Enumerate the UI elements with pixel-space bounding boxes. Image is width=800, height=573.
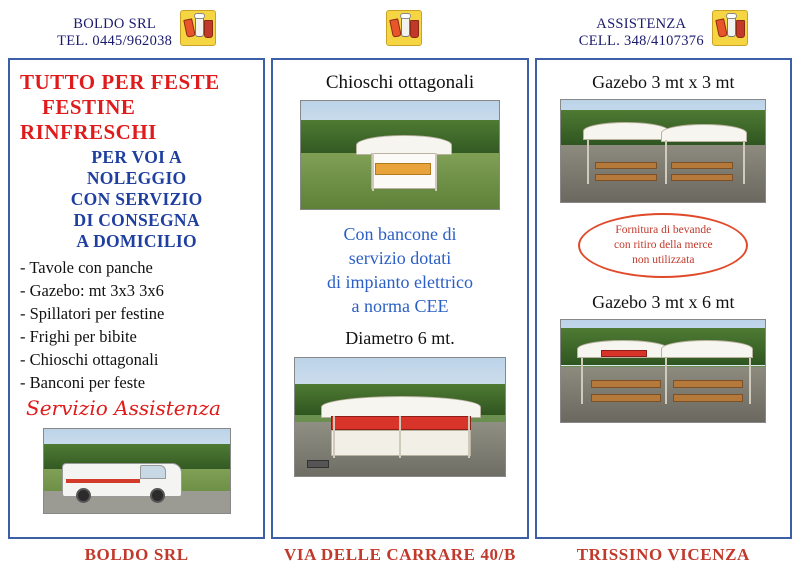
subheadline-line-5: A DOMICILIO — [76, 231, 197, 251]
assistance-label: ASSISTENZA — [596, 16, 687, 32]
octagonal-kiosk-branded-photo — [294, 357, 506, 477]
column-right — [535, 6, 792, 569]
headline — [20, 70, 253, 145]
list-item: - Spillatori per festine — [20, 304, 165, 323]
headline-line-1: TUTTO PER FESTE — [20, 70, 220, 94]
stamp-line-2: con ritiro della merce — [613, 239, 713, 251]
headline-line-2: FESTINE — [42, 95, 136, 119]
octagonal-kiosk-white-photo — [300, 100, 500, 210]
headline-line-3: RINFRESCHI — [20, 120, 157, 144]
stamp-line-3: non utilizzata — [632, 254, 695, 266]
services-list — [20, 256, 253, 394]
kiosk-desc-line-2: servizio dotati — [348, 248, 452, 268]
list-item: - Chioschi ottagonali — [20, 350, 159, 369]
gazebo-3x3-photo — [560, 99, 766, 203]
kiosk-desc-line-1: Con bancone di — [343, 224, 457, 244]
subheadline — [20, 145, 253, 256]
delivery-van-photo — [43, 428, 231, 514]
kiosk-desc-line-3: di impianto elettrico — [327, 272, 473, 292]
left-footer: BOLDO SRL — [84, 545, 189, 564]
assistance-script-text: Servizio Assistenza — [26, 396, 221, 420]
company-name: BOLDO SRL — [73, 16, 157, 32]
right-header-text — [579, 6, 704, 50]
beverage-supply-stamp — [578, 213, 748, 278]
kiosk-description — [327, 210, 473, 322]
middle-panel — [271, 58, 528, 539]
kiosk-diameter: Diametro 6 mt. — [345, 328, 455, 348]
list-item: - Tavole con panche — [20, 258, 153, 277]
list-item: - Frighi per bibite — [20, 327, 137, 346]
assistance-phone: CELL. 348/4107376 — [578, 33, 704, 49]
company-phone: TEL. 0445/962038 — [57, 33, 173, 49]
right-footer: TRISSINO VICENZA — [576, 545, 750, 564]
middle-header — [271, 6, 528, 58]
list-item: - Gazebo: mt 3x3 3x6 — [20, 281, 164, 300]
left-header — [8, 6, 265, 58]
list-item: - Banconi per feste — [20, 373, 146, 392]
stamp-line-1: Fornitura di bevande — [615, 224, 712, 236]
column-left — [8, 6, 265, 569]
gazebo-3x6-title: Gazebo 3 mt x 6 mt — [592, 292, 735, 312]
left-panel — [8, 58, 265, 539]
left-header-text — [57, 6, 172, 50]
beer-mugs-logo-icon — [712, 10, 748, 46]
beer-mugs-logo-icon — [180, 10, 216, 46]
right-panel — [535, 58, 792, 539]
subheadline-line-4: DI CONSEGNA — [73, 210, 200, 230]
gazebo-3x3-title: Gazebo 3 mt x 3 mt — [592, 72, 735, 92]
subheadline-line-1: PER VOI A — [91, 147, 182, 167]
column-middle — [271, 6, 528, 569]
kiosk-title: Chioschi ottagonali — [325, 72, 475, 93]
beer-mugs-logo-icon — [386, 10, 422, 46]
kiosk-desc-line-4: a norma CEE — [351, 296, 449, 316]
right-header — [535, 6, 792, 58]
gazebo-3x6-photo — [560, 319, 766, 423]
middle-footer: VIA DELLE CARRARE 40/B — [284, 545, 516, 564]
subheadline-line-3: CON SERVIZIO — [70, 189, 203, 209]
subheadline-line-2: NOLEGGIO — [86, 168, 187, 188]
